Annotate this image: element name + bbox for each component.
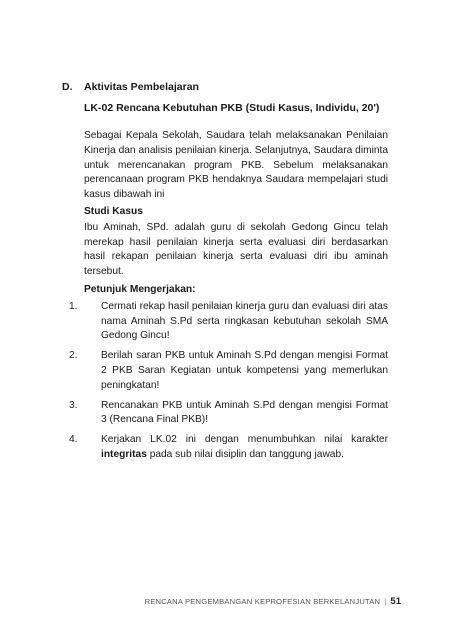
instruction-text: Cermati rekap hasil penilaian kinerja guru dan evaluasi diri atas nama Aminah S.Pd serta ringkasan kebutuhan sekolah SMA Gedong Gincu! — [101, 300, 388, 342]
instruction-text-start: Kerjakan LK.02 ini dengan menumbuhkan nilai karakter — [101, 434, 388, 446]
page-footer — [145, 596, 401, 607]
case-study-paragraph: Ibu Aminah, SPd. adalah guru di sekolah Gedong Gincu telah merekap hasil penilaian kinerja serta evaluasi diri berdasarkan hasil rekapan penilaian kinerja serta evaluasi diri ibu aminah tersebut. — [84, 221, 388, 278]
section-heading — [62, 81, 199, 93]
instruction-item — [69, 300, 388, 344]
instruction-text — [101, 433, 388, 463]
instruction-number: 1. — [69, 300, 78, 312]
instructions-list — [69, 300, 388, 463]
instruction-text: Rencanakan PKB untuk Aminah S.Pd dengan mengisi Format 3 (Rencana Final PKB)! — [101, 399, 388, 426]
instructions-label: Petunjuk Mengerjakan: — [84, 283, 196, 295]
instruction-item — [69, 349, 388, 393]
footer-separator: | — [384, 597, 387, 606]
instruction-item — [69, 399, 388, 429]
instruction-number: 4. — [69, 434, 78, 446]
worksheet-title: LK-02 Rencana Kebutuhan PKB (Studi Kasus, Individu, 20') — [84, 102, 380, 114]
section-title: Aktivitas Pembelajaran — [84, 81, 199, 93]
footer-running-title: RENCANA PENGEMBANGAN KEPROFESIAN BERKELANJUTAN — [144, 597, 381, 606]
section-letter: D. — [62, 81, 73, 93]
instruction-number: 3. — [69, 399, 78, 411]
intro-paragraph: Sebagai Kepala Sekolah, Saudara telah melaksanakan Penilaian Kinerja dan analisis penilaian kinerja. Selanjutnya, Saudara diminta untuk merencanakan program PKB. Sebelum melaksanakan perencanaan program PKB hendaknya Saudara mempelajari studi kasus dibawah ini — [84, 130, 388, 201]
case-study-label: Studi Kasus — [84, 205, 143, 217]
instruction-number: 2. — [69, 350, 78, 362]
content-body — [69, 129, 388, 468]
instruction-bold-term: integritas — [101, 448, 147, 460]
page-number: 51 — [390, 596, 401, 607]
instruction-text: Berilah saran PKB untuk Aminah S.Pd dengan mengisi Format 2 PKB Saran Kegiatan untuk kompetensi yang memerlukan peningkatan! — [101, 350, 388, 391]
instruction-item — [69, 433, 388, 463]
instruction-text-end: pada sub nilai disiplin dan tanggung jawab. — [146, 448, 344, 460]
